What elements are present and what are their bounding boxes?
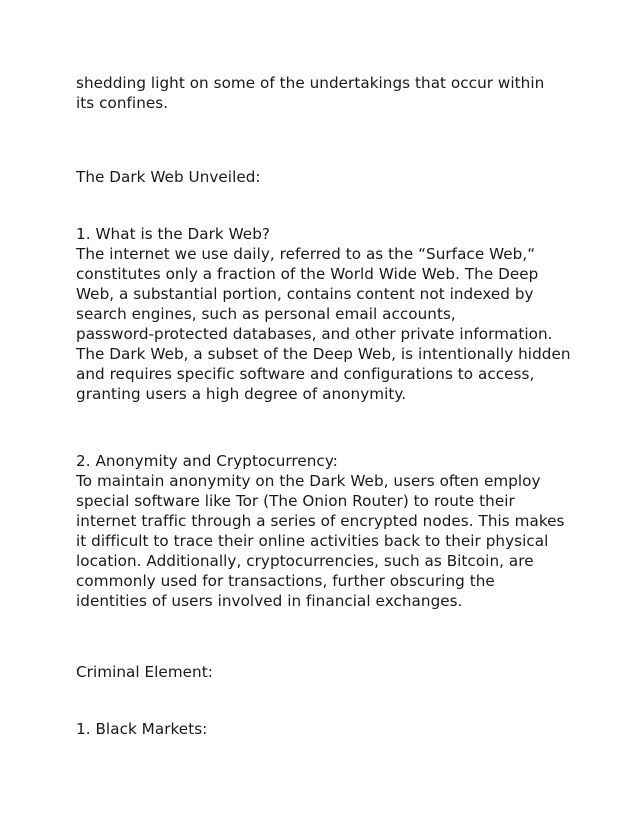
section2-line: commonly used for transactions, further obscuring the [76,572,495,590]
section1-line: granting users a high degree of anonymity. [76,385,407,403]
section1-line: and requires specific software and configurations to access, [76,365,535,383]
section1-title: 1. What is the Dark Web? [76,225,271,243]
section1-line: search engines, such as personal email accounts, [76,305,456,323]
section2-line: location. Additionally, cryptocurrencies, such as Bitcoin, are [76,552,534,570]
section1-line: constitutes only a fraction of the World Wide Web. The Deep [76,265,539,283]
intro-line: its confines. [76,94,169,112]
section1-line: password-protected databases, and other private information. [76,325,553,343]
section1-line: Web, a substantial portion, contains content not indexed by [76,285,534,303]
section2-line: To maintain anonymity on the Dark Web, users often employ [76,472,541,490]
section2-line: identities of users involved in financial exchanges. [76,592,463,610]
section1-line: The internet we use daily, referred to as the “Surface Web,“ [76,245,536,263]
section2-line: special software like Tor (The Onion Router) to route their [76,492,515,510]
section2-line: internet traffic through a series of encrypted nodes. This makes [76,512,565,530]
section2-line: it difficult to trace their online activities back to their physical [76,532,549,550]
section2-title: 2. Anonymity and Cryptocurrency: [76,452,338,470]
section1-line: The Dark Web, a subset of the Deep Web, is intentionally hidden [76,345,571,363]
heading-dark-web: The Dark Web Unveiled: [76,168,261,186]
heading-criminal: Criminal Element: [76,663,213,681]
section3-title: 1. Black Markets: [76,720,208,738]
intro-line: shedding light on some of the undertakings that occur within [76,74,545,92]
